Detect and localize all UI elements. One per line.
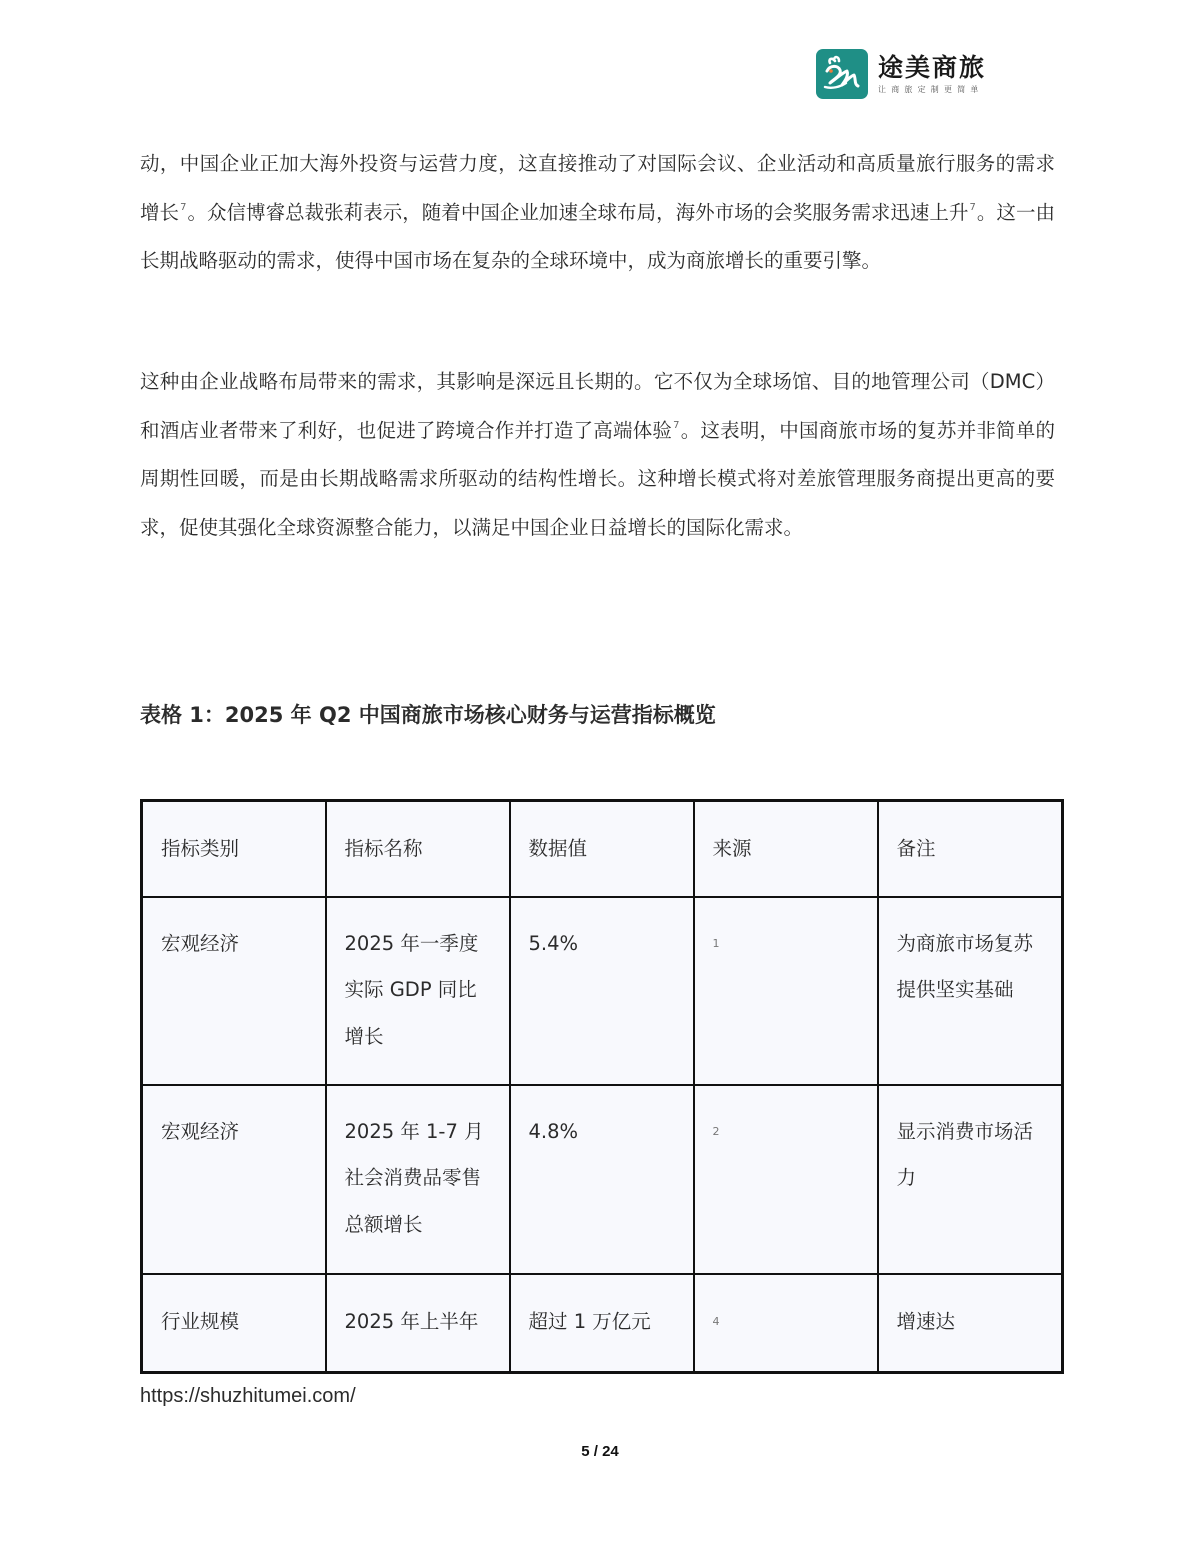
cell-category: 宏观经济 [142, 897, 326, 1085]
cell-value: 4.8% [510, 1085, 694, 1274]
header-metric-name: 指标名称 [326, 801, 510, 897]
cell-metric-name: 2025 年 1-7 月社会消费品零售总额增长 [326, 1085, 510, 1274]
table-header-row [142, 801, 1063, 897]
table-row [142, 1085, 1063, 1274]
header-category: 指标类别 [142, 801, 326, 897]
cell-metric-name: 2025 年一季度实际 GDP 同比增长 [326, 897, 510, 1085]
table-row [142, 897, 1063, 1085]
body-paragraph [140, 140, 1055, 286]
cell-note: 显示消费市场活力 [878, 1085, 1063, 1274]
paragraph-text: 。这一由长期战略驱动的需求，使得中国市场在复杂的全球环境中，成为商旅增长的重要引擎。 [140, 200, 1055, 272]
cell-value: 5.4% [510, 897, 694, 1085]
cell-source-ref[interactable]: 4 [694, 1274, 878, 1373]
metrics-table [140, 799, 1064, 1374]
paragraph-text: 动，中国企业正加大海外投资与运营力度，这直接推动了对国际会议、企业活动和高质量旅行服务的需求增长 [140, 152, 1055, 224]
cell-note: 为商旅市场复苏提供坚实基础 [878, 897, 1063, 1085]
footnote-ref[interactable]: 7 [969, 201, 976, 213]
cell-source-ref[interactable]: 1 [694, 897, 878, 1085]
table-caption: 表格 1：2025 年 Q2 中国商旅市场核心财务与运营指标概览 [140, 703, 716, 727]
brand-name: 途美商旅 [878, 52, 987, 82]
cell-value: 超过 1 万亿元 [510, 1274, 694, 1373]
footnote-ref[interactable]: 7 [180, 201, 187, 213]
header-note: 备注 [878, 801, 1063, 897]
header-value: 数据值 [510, 801, 694, 897]
cell-source-ref[interactable]: 2 [694, 1085, 878, 1274]
cell-metric-name: 2025 年上半年 [326, 1274, 510, 1373]
table-row [142, 1274, 1063, 1373]
header-source: 来源 [694, 801, 878, 897]
cell-category: 行业规模 [142, 1274, 326, 1373]
brand-logo [816, 49, 986, 99]
page-number: 5 / 24 [581, 1443, 619, 1460]
footnote-ref[interactable]: 7 [673, 419, 680, 431]
paragraph-text: 。众信博睿总裁张莉表示，随着中国企业加速全球布局，海外市场的会奖服务需求迅速上升 [187, 200, 969, 224]
paragraph-text: 这种由企业战略布局带来的需求，其影响是深远且长期的。它不仅为全球场馆、目的地管理公司（DMC）和酒店业者带来了利好，也促进了跨境合作并打造了高端体验 [140, 370, 1055, 442]
cell-category: 宏观经济 [142, 1085, 326, 1274]
rabbit-m-logo-icon [816, 49, 868, 99]
footer-url-link[interactable]: https://shuzhitumei.com/ [140, 1385, 356, 1407]
brand-slogan: 让商旅定制更简单 [878, 84, 984, 94]
body-paragraph [140, 358, 1055, 552]
paragraph-text: 。这表明，中国商旅市场的复苏并非简单的周期性回暖，而是由长期战略需求所驱动的结构性增长。这种增长模式将对差旅管理服务商提出更高的要求，促使其强化全球资源整合能力，以满足中国企业日益增长的国际化需求。 [140, 418, 1055, 539]
cell-note: 增速达 [878, 1274, 1063, 1373]
